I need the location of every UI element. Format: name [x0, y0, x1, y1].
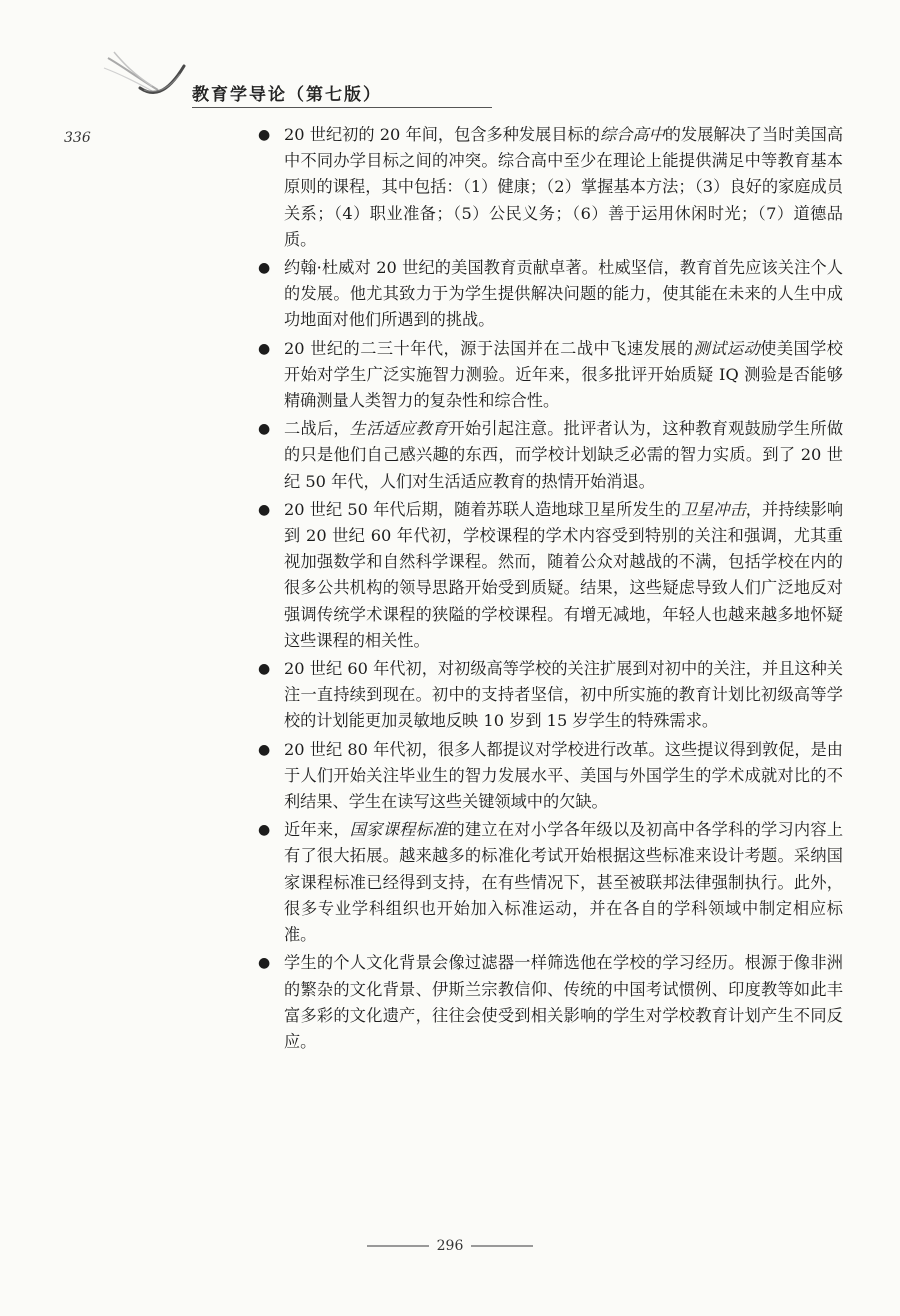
bullet-icon: ●	[258, 501, 271, 518]
item-text: 的建立在对小学各年级以及初高中各学科的学习内容上有了很大拓展。越来越多的标准化考试开始根据这些标准来设计考题。采纳国家课程标准已经得到支持，在有些情况下，甚至被联邦法律强制执行。此外，很多专业学科组织也开始加入标准运动，并在各自的学科领域中制定相应标准。	[284, 820, 844, 945]
list-item	[258, 817, 843, 948]
emphasized-term: 综合高中	[599, 125, 665, 144]
page-number: 296	[436, 1238, 464, 1254]
list-item	[258, 737, 843, 816]
list-item	[258, 656, 843, 735]
item-text: 约翰·杜威对 20 世纪的美国教育贡献卓著。杜威坚信，教育首先应该关注个人的发展。他尤其致力于为学生提供解决问题的能力，使其能在未来的人生中成功地面对他们所遇到的挑战。	[284, 258, 843, 330]
emphasized-term: 国家课程标准	[349, 820, 449, 840]
bullet-icon: ●	[258, 822, 271, 839]
item-text: 20 世纪初的 20 年间，包含多种发展目标的	[284, 125, 600, 144]
list-item	[258, 255, 843, 334]
bullet-icon: ●	[258, 661, 271, 678]
item-text: 二战后，	[284, 419, 350, 439]
margin-page-number: 336	[64, 130, 91, 146]
item-text: ，并持续影响到 20 世纪 60 年代初，学校课程的学术内容受到特别的关注和强调，尤其重视加强数学和自然科学课程。然而，随着公众对越战的不满，包括学校在内的很多公共机构的领导思路开始受到质疑。结果，这些疑虑导致人们广泛地反对强调传统学术课程的狭隘的学校课程。有增无减地，年轻人也越来越多地怀疑这些课程的相关性。	[284, 499, 844, 650]
header-rule	[192, 107, 492, 108]
item-text: 20 世纪的二三十年代，源于法国并在二战中飞速发展的	[284, 338, 694, 358]
emphasized-term: 测试运动	[693, 338, 761, 358]
footer-left-ornament	[367, 1245, 429, 1247]
bullet-icon: ●	[258, 340, 271, 357]
list-item	[258, 497, 843, 654]
item-text: 开始引起注意。批评者认为，这种教育观鼓励学生所做的只是他们自己感兴趣的东西，而学校计划缺乏必需的智力实质。到了 20 世纪 50 年代，人们对生活适应教育的热情开始消退。	[284, 419, 844, 491]
list-item	[258, 416, 843, 495]
item-text: 学生的个人文化背景会像过滤器一样筛选他在学校的学习经历。根源于像非洲的繁杂的文化背景、伊斯兰宗教信仰、传统的中国考试惯例、印度教等如此丰富多彩的文化遗产，往往会使受到相关影响的学生对学校教育计划产生不同反应。	[284, 953, 843, 1051]
bullet-icon: ●	[258, 421, 271, 438]
item-text: 20 世纪 60 年代初，对初级高等学校的关注扩展到对初中的关注，并且这种关注一直持续到现在。初中的支持者坚信，初中所实施的教育计划比初级高等学校的计划能更加灵敏地反映 10 岁到 15 岁学生的特殊需求。	[284, 659, 843, 731]
item-text: 20 世纪 50 年代后期，随着苏联人造地球卫星所发生的	[284, 499, 681, 519]
item-text: 20 世纪 80 年代初，很多人都提议对学校进行改革。这些提议得到敦促，是由于人们开始关注毕业生的智力发展水平、美国与外国学生的学术成就对比的不利结果、学生在读写这些关键领域中的欠缺。	[284, 739, 843, 812]
bullet-icon: ●	[258, 741, 271, 758]
bullet-list	[258, 122, 843, 1057]
item-text: 使美国学校开始对学生广泛实施智力测验。近年来，很多批评开始质疑 IQ 测验是否能够精确测量人类智力的复杂性和综合性。	[284, 338, 843, 411]
item-text: 近年来，	[284, 820, 350, 840]
bullet-icon: ●	[258, 127, 271, 143]
page-footer	[0, 1232, 900, 1254]
list-item	[258, 122, 843, 253]
item-text: 的发展解决了当时美国高中不同办学目标之间的冲突。综合高中至少在理论上能提供满足中等教育基本原则的课程，其中包括：（1）健康；（2）掌握基本方法；（3）良好的家庭成员关系；（4）职业准备；（5）公民义务；（6）善于运用休闲时光；（7）道德品质。	[284, 125, 844, 249]
emphasized-term: 生活适应教育	[349, 419, 449, 439]
brush-ornament-icon	[100, 44, 190, 104]
bullet-icon: ●	[258, 955, 271, 972]
list-item	[258, 950, 843, 1055]
list-item	[258, 336, 843, 415]
bullet-icon: ●	[258, 260, 271, 277]
emphasized-term: 卫星冲击	[680, 499, 746, 519]
running-header	[100, 44, 520, 114]
book-title: 教育学导论（第七版）	[192, 85, 382, 105]
footer-right-ornament	[471, 1245, 533, 1247]
